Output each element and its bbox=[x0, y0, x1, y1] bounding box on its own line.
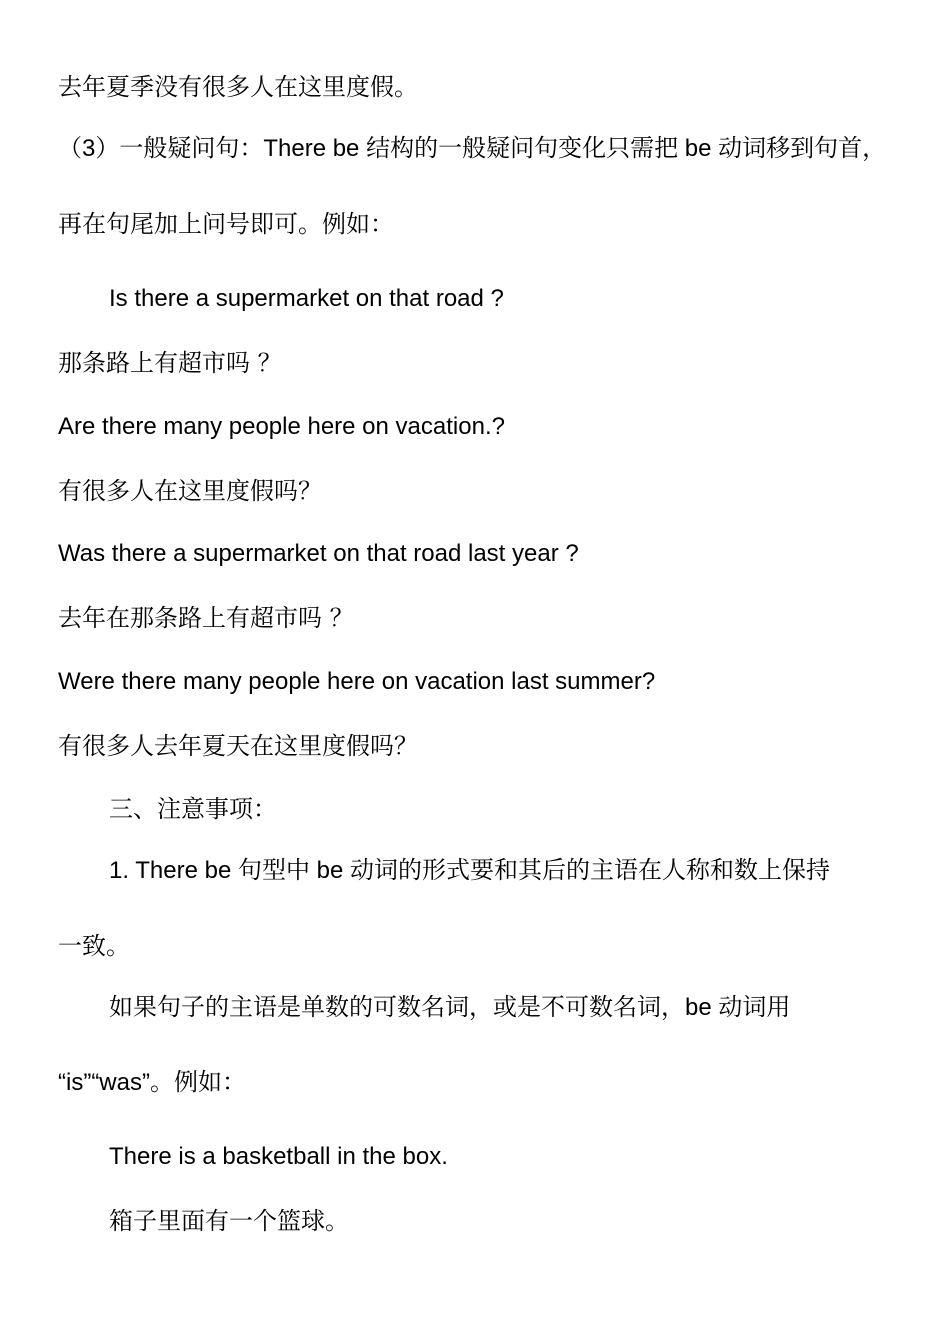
example-sentence: There is a basketball in the box. bbox=[109, 1143, 448, 1170]
text-line: 如果句子的主语是单数的可数名词，或是不可数名词，be 动词用 bbox=[109, 994, 791, 1021]
translation-line: 那条路上有超市吗 ？ bbox=[58, 349, 282, 377]
text-line: 再在句尾加上问号即可。例如： bbox=[58, 210, 394, 238]
example-sentence: Are there many people here on vacation.? bbox=[58, 413, 505, 440]
text-line: （3）一般疑问句：There be 结构的一般疑问句变化只需把 be 动词移到句首， bbox=[58, 135, 887, 162]
text-line: 一致。 bbox=[58, 932, 130, 960]
text-line: 去年夏季没有很多人在这里度假。 bbox=[58, 73, 418, 101]
section-heading: 三、注意事项： bbox=[109, 795, 277, 823]
translation-line: 有很多人去年夏天在这里度假吗？ bbox=[58, 732, 418, 760]
example-sentence: Was there a supermarket on that road last year ? bbox=[58, 540, 579, 567]
text-line: “is”“was”。例如： bbox=[58, 1069, 246, 1096]
translation-line: 箱子里面有一个篮球。 bbox=[109, 1207, 349, 1235]
example-sentence: Were there many people here on vacation last summer? bbox=[58, 668, 656, 695]
translation-line: 去年在那条路上有超市吗 ？ bbox=[58, 604, 354, 632]
example-sentence: Is there a supermarket on that road ? bbox=[109, 285, 504, 312]
text-line: 1. There be 句型中 be 动词的形式要和其后的主语在人称和数上保持 bbox=[109, 857, 831, 884]
translation-line: 有很多人在这里度假吗？ bbox=[58, 477, 322, 505]
